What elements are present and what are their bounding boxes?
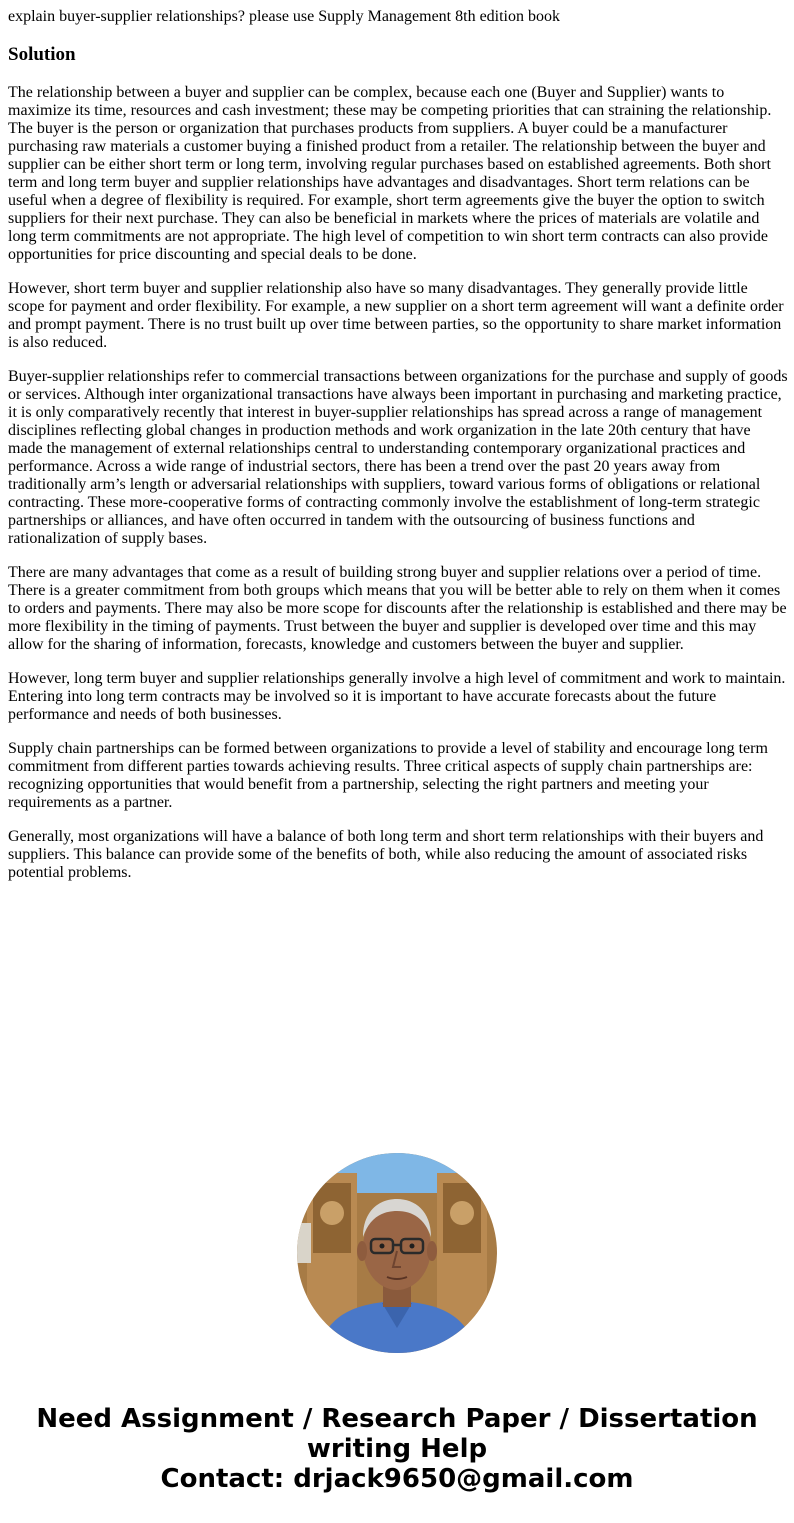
promo-banner <box>0 1404 794 1494</box>
solution-heading: Solution <box>8 44 76 65</box>
answer-content <box>8 0 788 882</box>
answer-paragraph: Supply chain partnerships can be formed between organizations to provide a level of stability and encourage long term commitment from different parties towards achieving results. Three critical aspects of supply chain partnerships are: recognizing opportunities that would benefit from a partnership, selecting the right partners and meeting your requirements as a partner. <box>8 740 768 811</box>
promo-contact: Contact: drjack9650@gmail.com <box>160 1464 634 1494</box>
question-text: explain buyer-supplier relationships? please use Supply Management 8th edition book <box>8 8 560 25</box>
answer-paragraph: The relationship between a buyer and supplier can be complex, because each one (Buyer and Supplier) wants to maximize its time, resources and cash investment; these may be competing priorities that can straining the relationship. The buyer is the person or organization that purchases products from suppliers. A buyer could be a manufacturer purchasing raw materials a customer buying a finished product from a retailer. The relationship between the buyer and supplier can be either short term or long term, involving regular purchases based on established agreements. Both short term and long term buyer and supplier relationships have advantages and disadvantages. Short term relations can be useful when a degree of flexibility is required. For example, short term agreements give the buyer the option to switch suppliers for their next purchase. They can also be beneficial in markets where the prices of materials are volatile and long term commitments are not appropriate. The high level of competition to win short term contracts can also provide opportunities for price discounting and special deals to be done. <box>8 84 772 263</box>
answer-paragraph: There are many advantages that come as a result of building strong buyer and supplier relations over a period of time. There is a greater commitment from both groups which means that you will be better able to rely on them when it comes to orders and payments. There may also be more scope for discounts after the relationship is established and there may be more flexibility in the timing of payments. Trust between the buyer and supplier is developed over time and this may allow for the sharing of information, forecasts, knowledge and customers between the buyer and supplier. <box>8 564 787 653</box>
promo-line: Need Assignment / Research Paper / Dissertation <box>36 1404 758 1434</box>
answer-paragraph: However, long term buyer and supplier relationships generally involve a high level of commitment and work to maintain. Entering into long term contracts may be involved so it is important to have accurate forecasts about the future performance and needs of both businesses. <box>8 670 786 723</box>
answer-paragraph: Buyer-supplier relationships refer to commercial transactions between organizations for the purchase and supply of goods or services. Although inter organizational transactions have always been important in purchasing and marketing practice, it is only comparatively recently that interest in buyer-supplier relationships has spread across a range of management disciplines reflecting global changes in production methods and work organization in the late 20th century that have made the management of external relationships central to understanding contemporary organizational practices and performance. Across a wide range of industrial sectors, there has been a trend over the past 20 years away from traditionally arm’s length or adversarial relationships with suppliers, toward various forms of obligations or relational contracting. These more-cooperative forms of contracting commonly involve the establishment of long-term strategic partnerships or alliances, and have often occurred in tandem with the outsourcing of business functions and rationalization of supply bases. <box>8 368 788 547</box>
answer-paragraph: Generally, most organizations will have a balance of both long term and short term relationships with their buyers and suppliers. This balance can provide some of the benefits of both, while also reducing the amount of associated risks potential problems. <box>8 828 764 881</box>
answer-paragraph: However, short term buyer and supplier relationship also have so many disadvantages. They generally provide little scope for payment and order flexibility. For example, a new supplier on a short term agreement will want a definite order and prompt payment. There is no trust built up over time between parties, so the opportunity to share market information is also reduced. <box>8 280 784 351</box>
promo-line: writing Help <box>306 1434 488 1464</box>
author-avatar <box>297 1153 497 1353</box>
